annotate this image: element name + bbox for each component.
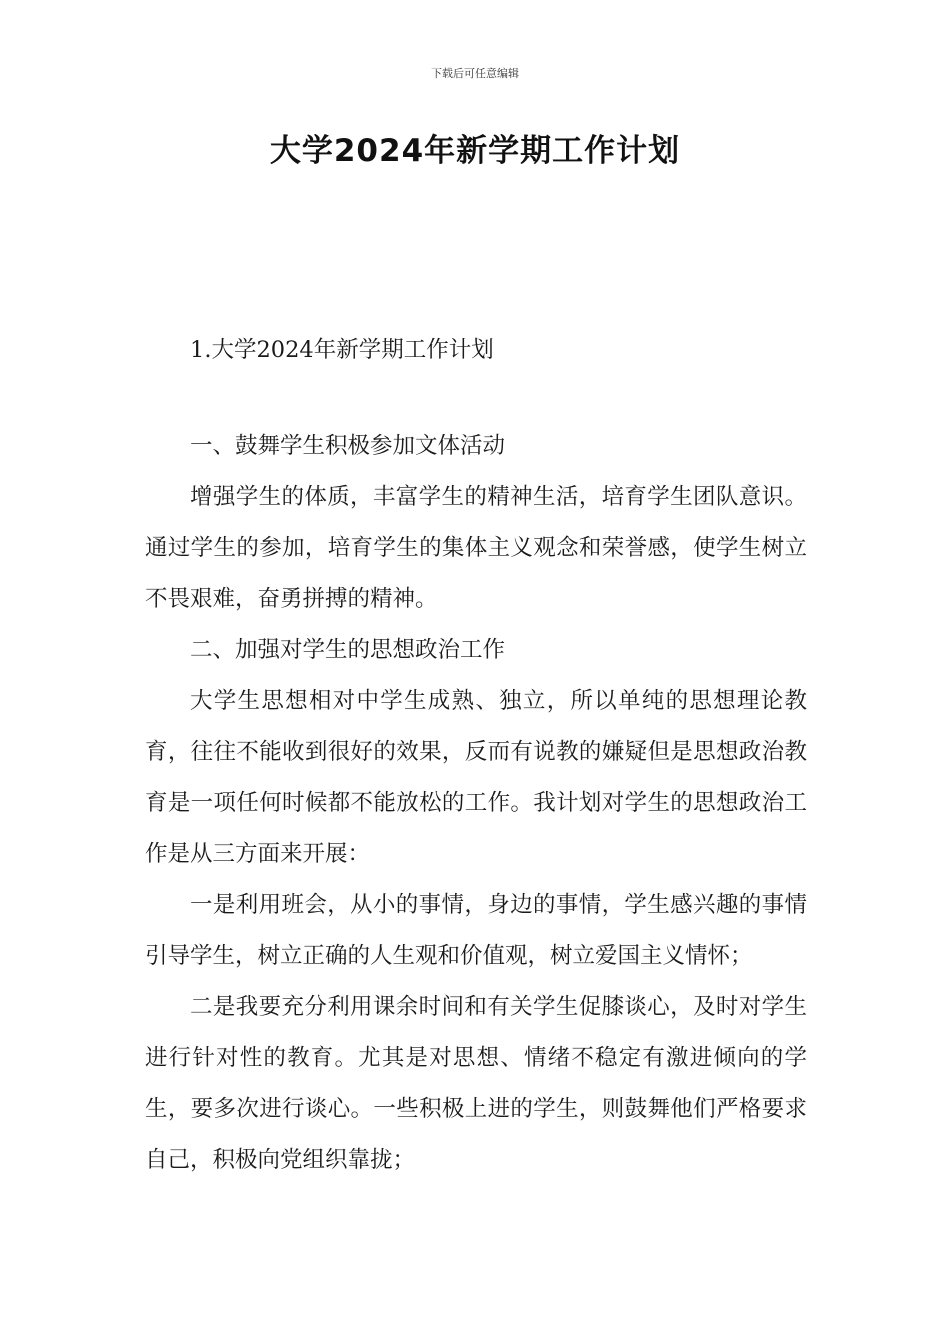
paragraph-4: 二是我要充分利用课余时间和有关学生促膝谈心，及时对学生进行针对性的教育。尤其是对思想、情绪不稳定有激进倾向的学生，要多次进行谈心。一些积极上进的学生，则鼓舞他们严格要求自己，积极向党组织靠拢；: [145, 994, 807, 1173]
header-note: 下载后可任意编辑: [431, 67, 519, 80]
paragraph-3: 一是利用班会，从小的事情，身边的事情，学生感兴趣的事情引导学生，树立正确的人生观和价值观，树立爱国主义情怀；: [145, 892, 807, 969]
paragraph-2: 大学生思想相对中学生成熟、独立，所以单纯的思想理论教育，往往不能收到很好的效果，反而有说教的嫌疑但是思想政治教育是一项任何时候都不能放松的工作。我计划对学生的思想政治工作是从三方面来开展：: [145, 688, 807, 867]
heading-2: 二、加强对学生的思想政治工作: [190, 637, 506, 663]
document-body: [145, 421, 807, 1186]
section-heading: 1.大学2024年新学期工作计划: [190, 337, 494, 363]
paragraph-1: 增强学生的体质，丰富学生的精神生活，培育学生团队意识。通过学生的参加，培育学生的集体主义观念和荣誉感，使学生树立不畏艰难，奋勇拼搏的精神。: [145, 484, 807, 612]
document-title: 大学2024年新学期工作计划: [269, 133, 681, 169]
heading-1: 一、鼓舞学生积极参加文体活动: [190, 433, 506, 459]
